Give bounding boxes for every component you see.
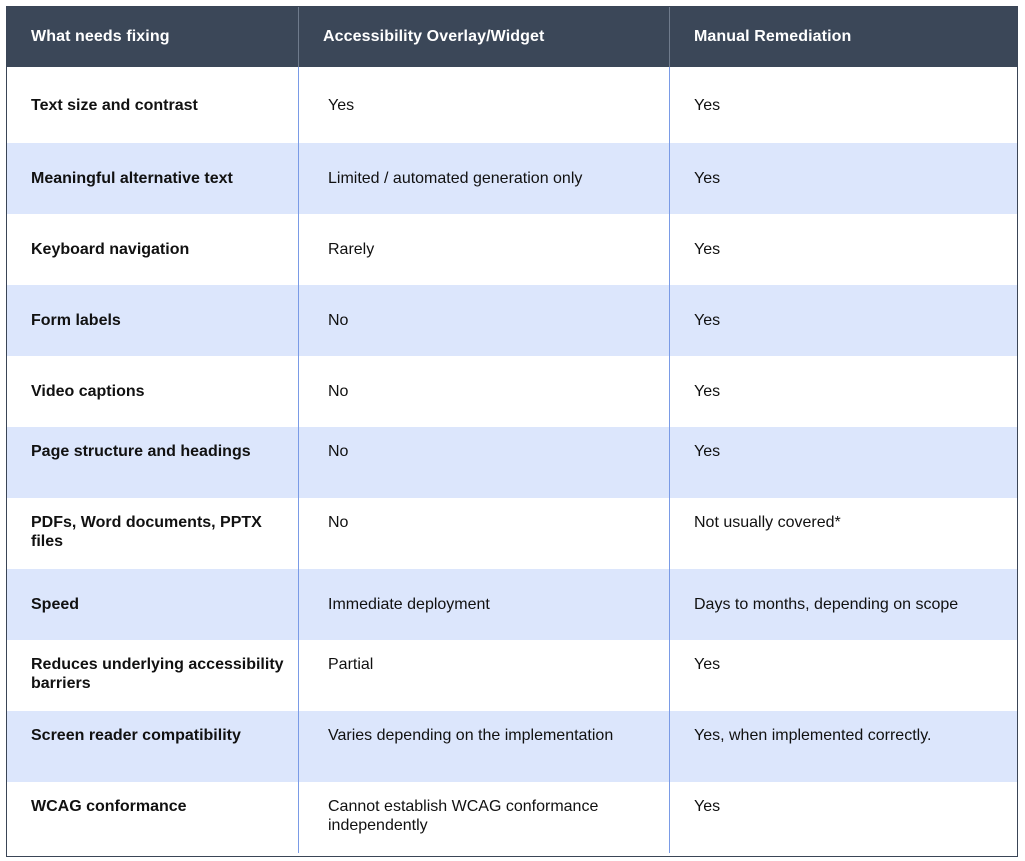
overlay-cell: Partial bbox=[298, 640, 669, 711]
table-row bbox=[7, 782, 1017, 853]
feature-cell: PDFs, Word documents, PPTX files bbox=[31, 514, 262, 550]
manual-cell: Yes, when implemented correctly. bbox=[669, 711, 1019, 782]
manual-cell: Yes bbox=[669, 67, 1019, 143]
table-row bbox=[7, 640, 1017, 711]
overlay-cell: Limited / automated generation only bbox=[298, 143, 669, 214]
table-row bbox=[7, 214, 1017, 285]
feature-cell: Reduces underlying accessibility barriers bbox=[31, 656, 284, 692]
feature-cell: Form labels bbox=[31, 312, 121, 329]
feature-cell: Page structure and headings bbox=[31, 443, 251, 460]
table-row bbox=[7, 569, 1017, 640]
overlay-cell: Cannot establish WCAG conformance independently bbox=[298, 782, 669, 853]
feature-cell: Video captions bbox=[31, 383, 145, 400]
table-row bbox=[7, 356, 1017, 427]
feature-cell: Meaningful alternative text bbox=[31, 170, 233, 187]
manual-cell: Yes bbox=[669, 782, 1019, 853]
feature-cell: Screen reader compatibility bbox=[31, 727, 241, 744]
comparison-table bbox=[6, 6, 1018, 857]
overlay-cell: No bbox=[298, 356, 669, 427]
table-body bbox=[7, 67, 1017, 853]
table-row bbox=[7, 67, 1017, 143]
feature-cell: Keyboard navigation bbox=[31, 241, 190, 258]
feature-cell: Speed bbox=[31, 596, 80, 613]
manual-cell: Yes bbox=[669, 143, 1019, 214]
table-row bbox=[7, 711, 1017, 782]
table-row bbox=[7, 427, 1017, 498]
table-row bbox=[7, 498, 1017, 569]
header-overlay-widget: Accessibility Overlay/Widget bbox=[298, 7, 669, 67]
manual-cell: Yes bbox=[669, 427, 1019, 498]
overlay-cell: Rarely bbox=[298, 214, 669, 285]
feature-cell: WCAG conformance bbox=[31, 798, 187, 815]
manual-cell: Yes bbox=[669, 214, 1019, 285]
header-what-needs-fixing: What needs fixing bbox=[31, 28, 170, 45]
overlay-cell: Yes bbox=[298, 67, 669, 143]
overlay-cell: No bbox=[298, 427, 669, 498]
overlay-cell: Varies depending on the implementation bbox=[298, 711, 669, 782]
feature-cell: Text size and contrast bbox=[31, 96, 198, 114]
overlay-cell: Immediate deployment bbox=[298, 569, 669, 640]
manual-cell: Days to months, depending on scope bbox=[669, 569, 1019, 640]
table-row bbox=[7, 285, 1017, 356]
manual-cell: Yes bbox=[669, 285, 1019, 356]
header-manual-remediation: Manual Remediation bbox=[669, 7, 1019, 67]
overlay-cell: No bbox=[298, 498, 669, 569]
overlay-cell: No bbox=[298, 285, 669, 356]
manual-cell: Not usually covered* bbox=[669, 498, 1019, 569]
table-row bbox=[7, 143, 1017, 214]
table-header bbox=[7, 7, 1017, 67]
manual-cell: Yes bbox=[669, 356, 1019, 427]
manual-cell: Yes bbox=[669, 640, 1019, 711]
